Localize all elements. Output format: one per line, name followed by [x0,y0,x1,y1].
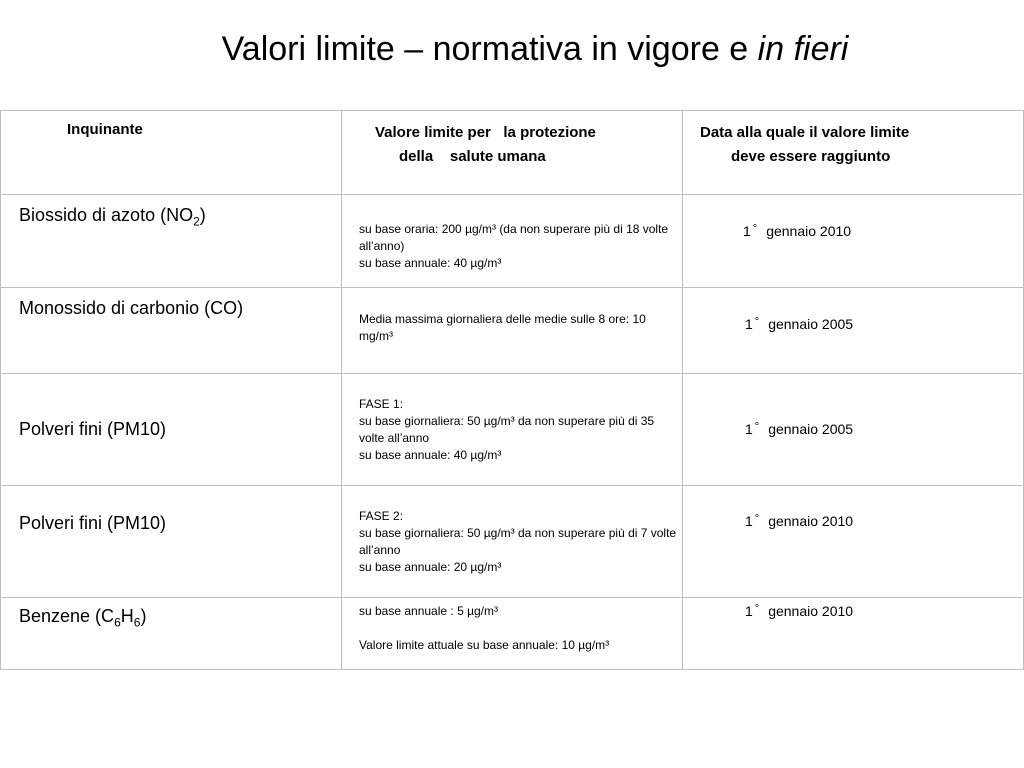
header-pollutant: Inquinante [67,121,143,138]
date-rest: gennaio 2005 [768,316,854,332]
limit-line: Valore limite attuale su base annuale: 10 µg/m³ [359,638,610,652]
pollutant-text: Biossido di azoto (NO [19,205,194,225]
pollutant-subscript: 2 [193,214,200,229]
limit-line: FASE 2: [359,509,404,523]
date-day: 1 [745,513,753,529]
pollutant-name: Monossido di carbonio (CO) [19,298,244,318]
date-cell [683,598,1024,670]
limit-cell [342,486,683,598]
limit-cell [342,598,683,670]
table-row [1,598,1024,670]
date-rest: gennaio 2010 [768,603,854,619]
date-rest: gennaio 2010 [766,223,852,239]
date-rest: gennaio 2010 [768,513,854,529]
header-pollutant-cell [1,111,342,195]
table-row [1,374,1024,486]
date-rest: gennaio 2005 [768,421,854,437]
limit-line: Media massima giornaliera delle medie sulle 8 ore: 10 mg/m³ [359,312,646,343]
table-row [1,195,1024,288]
pollutant-name [1,195,341,229]
header-date-cell [683,111,1024,195]
limit-line: FASE 1: [359,397,404,411]
date-cell [683,374,1024,486]
pollutant-subscript: 6 [114,615,121,630]
header-limit-line2: della salute umana [399,148,546,165]
limit-line: su base annuale : 5 µg/m³ [359,604,498,618]
pollutant-text-end: ) [199,205,206,225]
degree-mark: ° [752,223,758,235]
degree-mark: ° [754,513,760,525]
header-date [683,111,1023,169]
limit-values-table [0,110,1024,670]
limit-line: su base annuale: 20 µg/m³ [359,560,502,574]
date-cell [683,288,1024,374]
limit-line-spacer [359,620,682,637]
pollutant-cell [1,486,342,598]
pollutant-cell [1,598,342,670]
pollutant-name: Polveri fini (PM10) [19,513,167,533]
header-date-line1: Data alla quale il valore limite [700,124,910,141]
title-main: Valori limite – normativa in vigore e [221,30,758,68]
slide-title [0,30,1024,69]
date-day: 1 [745,421,753,437]
target-date [683,195,1023,239]
target-date [683,288,1023,332]
limit-description [342,374,682,464]
limit-line: su base annuale: 40 µg/m³ [359,448,502,462]
date-cell [683,486,1024,598]
target-date [683,598,1023,619]
pollutant-text-end: ) [140,606,147,626]
degree-mark: ° [754,603,760,615]
header-limit-cell [342,111,683,195]
degree-mark: ° [754,316,760,328]
limit-cell [342,288,683,374]
limit-description [342,288,682,345]
target-date [683,374,1023,437]
table-header-row [1,111,1024,195]
limit-cell [342,195,683,288]
date-day: 1 [745,603,753,619]
pollutant-name: Polveri fini (PM10) [19,419,167,439]
pollutant-cell [1,195,342,288]
pollutant-text-mid: H [120,606,134,626]
date-day: 1 [745,316,753,332]
header-date-line2: deve essere raggiunto [731,148,891,165]
limit-description [342,598,682,654]
title-italic: in fieri [757,30,849,68]
limit-description [342,195,682,272]
limit-cell [342,374,683,486]
table-row [1,288,1024,374]
pollutant-text: Benzene (C [19,606,115,626]
pollutant-cell [1,288,342,374]
limit-line: su base giornaliera: 50 µg/m³ da non superare più di 7 volte all’anno [359,526,677,557]
date-day: 1 [743,223,751,239]
title-text [176,30,849,68]
target-date [683,486,1023,529]
header-limit-line1: Valore limite per la protezione [375,124,596,141]
limit-line: su base giornaliera: 50 µg/m³ da non superare più di 35 volte all’anno [359,414,655,445]
pollutant-name [1,598,341,630]
pollutant-cell [1,374,342,486]
header-limit [342,111,682,169]
date-cell [683,195,1024,288]
degree-mark: ° [754,421,760,433]
pollutant-subscript: 6 [133,615,141,630]
limit-description [342,486,682,576]
limit-line: su base annuale: 40 µg/m³ [359,256,502,270]
table-row [1,486,1024,598]
limit-line: su base oraria: 200 µg/m³ (da non superare più di 18 volte all’anno) [359,222,669,253]
